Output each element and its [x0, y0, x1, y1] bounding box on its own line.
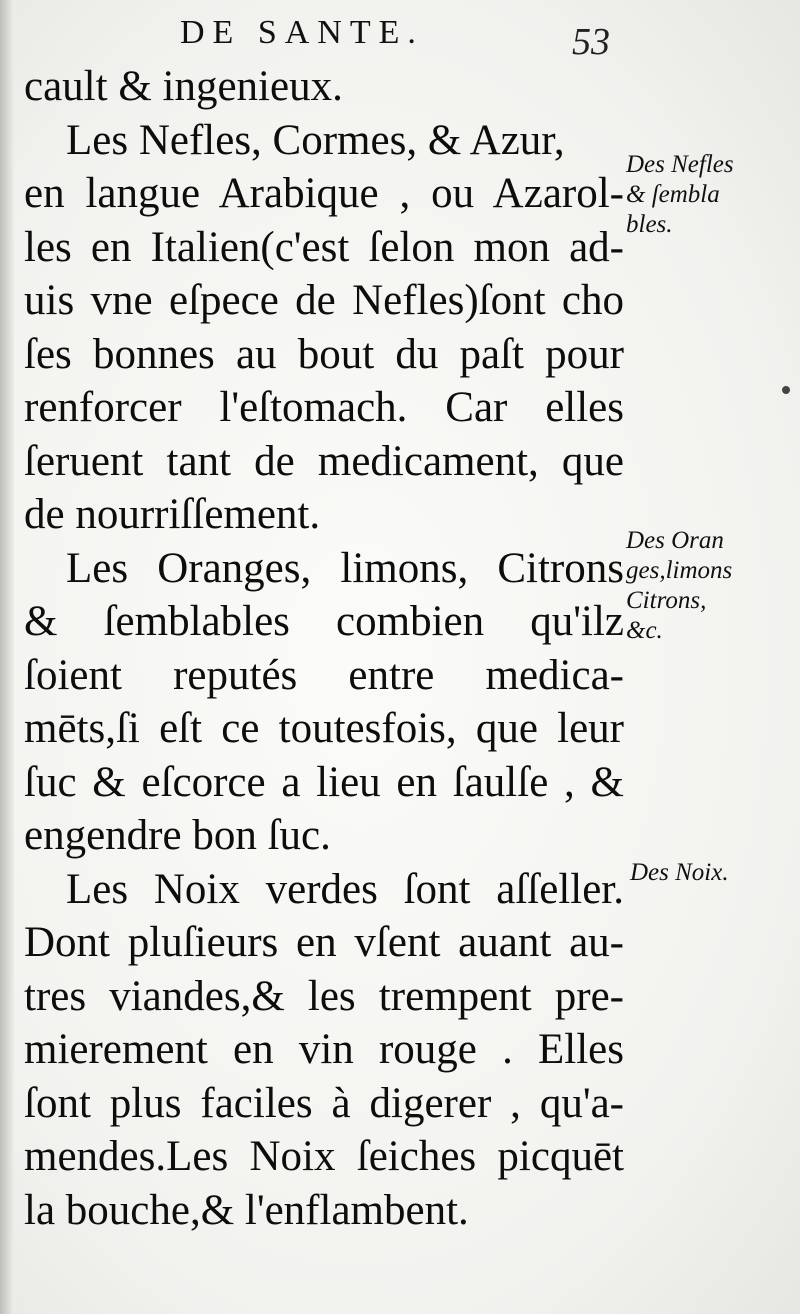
ink-spot: [782, 386, 790, 394]
margin-note-line: Des Noix.: [630, 859, 729, 886]
page-gutter-shadow: [0, 0, 14, 1314]
body-text: [24, 60, 624, 1237]
margin-note-nefles: [626, 150, 734, 240]
margin-note-line: Citrons,: [626, 587, 707, 614]
text-line: de nourriſſement.: [24, 491, 321, 538]
text-line: Dont pluſieurs en vſent auant au-: [24, 919, 624, 966]
text-line: renforcer l'eſtomach. Car elles: [24, 384, 624, 431]
margin-note-line: bles.: [626, 211, 673, 238]
margin-note-line: Des Nefles: [626, 151, 734, 178]
text-line: ſuc & eſcorce a lieu en ſaulſe , &: [24, 758, 624, 806]
running-title: DE SANTE.: [180, 14, 424, 51]
margin-note-noix: [630, 858, 729, 888]
text-line: & ſemblables combien qu'ilz: [24, 598, 624, 645]
text-line: cault & ingenieux.: [24, 63, 343, 110]
text-line: ſes bonnes au bout du paſt pour: [24, 330, 624, 378]
text-line: ſoient reputés entre medica-: [24, 651, 624, 699]
margin-note-line: & ſembla: [626, 181, 720, 208]
text-line: Les Oranges, limons, Citrons: [66, 544, 624, 592]
text-line: la bouche,& l'enflambent.: [24, 1186, 469, 1234]
text-line: mierement en vin rouge . Elles: [24, 1026, 624, 1073]
text-line: uis vne eſpece de Nefles)ſont cho: [24, 277, 624, 324]
margin-note-line: Des Oran: [626, 527, 724, 554]
text-line: ſont plus faciles à digerer , qu'a-: [24, 1079, 624, 1127]
margin-note-line: ges,limons: [626, 557, 733, 584]
text-line: ſeruent tant de medicament, que: [24, 437, 624, 485]
text-line: tres viandes,& les trempent pre-: [24, 972, 624, 1020]
page-number: 53: [572, 21, 610, 63]
text-line: en langue Arabique , ou Azarol-: [24, 170, 624, 217]
text-line: Les Noix verdes ſont aſſeller.: [66, 865, 624, 913]
text-line: mēts,ſi eſt ce toutesfois, que leur: [24, 705, 624, 752]
margin-note-oranges: [626, 526, 732, 646]
text-line: les en Italien(c'est ſelon mon ad-: [24, 223, 624, 271]
margin-note-line: &c.: [626, 617, 663, 644]
text-line: Les Nefles, Cormes, & Azur,: [66, 116, 565, 164]
text-line: engendre bon ſuc.: [24, 812, 331, 859]
text-line: mendes.Les Noix ſeiches picquēt: [24, 1133, 624, 1180]
